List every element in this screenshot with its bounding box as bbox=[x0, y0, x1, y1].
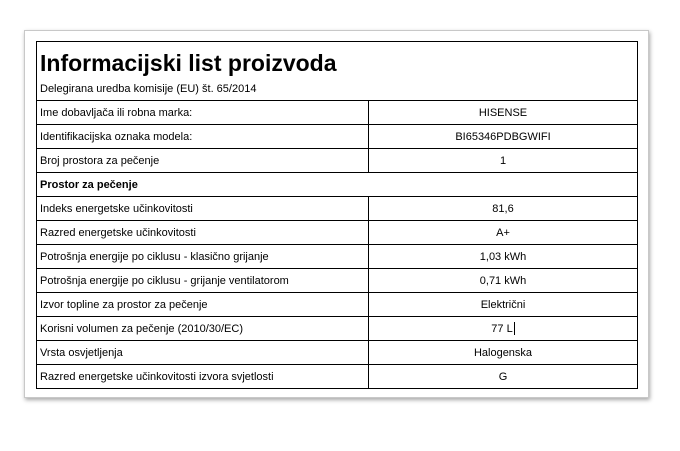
row-value[interactable]: Halogenska bbox=[473, 346, 533, 359]
row-value[interactable]: 81,6 bbox=[492, 202, 514, 215]
product-info-table bbox=[36, 41, 638, 389]
row-value[interactable]: A+ bbox=[496, 226, 510, 239]
table-row bbox=[37, 317, 637, 341]
row-value[interactable]: Električni bbox=[480, 298, 526, 311]
row-label: Razred energetske učinkovitosti izvora svjetlosti bbox=[37, 365, 369, 388]
title-row bbox=[37, 42, 637, 77]
row-value[interactable]: BI65346PDBGWIFI bbox=[455, 130, 551, 143]
section-heading: Prostor za pečenje bbox=[37, 173, 637, 197]
row-label: Razred energetske učinkovitosti bbox=[37, 221, 369, 244]
row-label: Potrošnja energije po ciklusu - grijanje ventilatorom bbox=[37, 269, 369, 292]
table-row bbox=[37, 293, 637, 317]
table-row bbox=[37, 269, 637, 293]
row-value[interactable]: 1 bbox=[499, 154, 507, 167]
row-label: Korisni volumen za pečenje (2010/30/EC) bbox=[37, 317, 369, 340]
text-cursor bbox=[514, 322, 515, 335]
row-label: Identifikacijska oznaka modela: bbox=[37, 125, 369, 148]
row-value-with-cursor[interactable] bbox=[369, 317, 637, 340]
row-label: Broj prostora za pečenje bbox=[37, 149, 369, 172]
row-label: Ime dobavljača ili robna marka: bbox=[37, 101, 369, 124]
table-row bbox=[37, 365, 637, 389]
table-row bbox=[37, 245, 637, 269]
row-value[interactable]: 1,03 kWh bbox=[479, 250, 527, 263]
document-subtitle: Delegirana uredba komisije (EU) št. 65/2014 bbox=[40, 82, 257, 95]
row-label: Vrsta osvjetljenja bbox=[37, 341, 369, 364]
row-label: Potrošnja energije po ciklusu - klasično grijanje bbox=[37, 245, 369, 268]
table-row bbox=[37, 221, 637, 245]
table-row bbox=[37, 341, 637, 365]
row-value[interactable]: 0,71 kWh bbox=[479, 274, 527, 287]
row-value[interactable]: 77 L bbox=[491, 322, 513, 335]
row-label: Indeks energetske učinkovitosti bbox=[37, 197, 369, 220]
table-row bbox=[37, 149, 637, 173]
row-value[interactable]: G bbox=[498, 370, 508, 383]
table-row bbox=[37, 125, 637, 149]
document-title: Informacijski list proizvoda bbox=[40, 50, 337, 76]
row-value[interactable]: HISENSE bbox=[478, 106, 528, 119]
table-row bbox=[37, 197, 637, 221]
subtitle-row bbox=[37, 77, 637, 101]
table-row bbox=[37, 101, 637, 125]
row-label: Izvor topline za prostor za pečenje bbox=[37, 293, 369, 316]
document-page bbox=[24, 30, 649, 398]
